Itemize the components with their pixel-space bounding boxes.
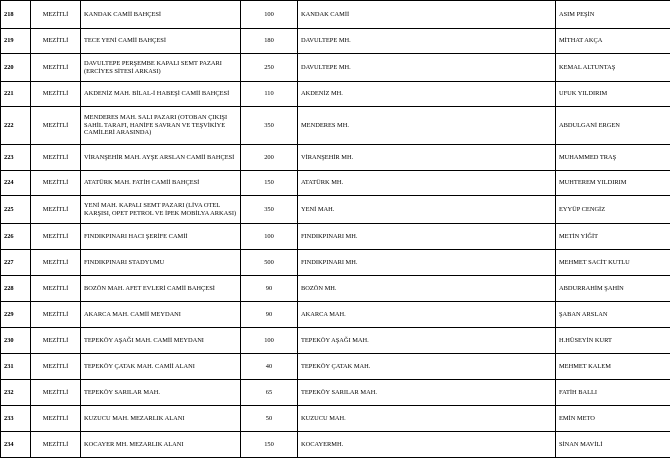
neighborhood-cell: VİRANŞEHİR MH. (298, 145, 556, 171)
location-cell: KOCAYER MH. MEZARLIK ALANI (81, 432, 241, 458)
table-row (1, 328, 670, 354)
location-cell: BOZÖN MAH. AFET EVLERİ CAMİİ BAHÇESİ (81, 276, 241, 302)
table-row (1, 250, 670, 276)
row-number: 218 (1, 1, 31, 29)
district-cell: MEZİTLİ (31, 302, 81, 328)
location-cell: FINDIKPINARI HACI ŞERİFE CAMİİ (81, 224, 241, 250)
row-number: 221 (1, 82, 31, 107)
area-cell: 100 (241, 1, 298, 29)
area-cell: 250 (241, 54, 298, 82)
neighborhood-cell: FINDIKPINARI MH. (298, 250, 556, 276)
location-cell: MENDERES MAH. SALI PAZARI (OTOBAN ÇIKIŞI SAHİL TARAFI, HANİFE SAVRAN VE TEŞVİKİYE CAMİLERİ ARASINDA) (81, 107, 241, 145)
location-cell: YENİ MAH. KAPALI SEMT PAZARI (LİVA OTEL KARŞISI, OPET PETROL VE İPEK MOBİLYA ARKASI) (81, 196, 241, 224)
district-cell: MEZİTLİ (31, 380, 81, 406)
table-body (1, 1, 670, 458)
responsible-cell: EYYÜP CENGİZ (556, 196, 670, 224)
neighborhood-cell: FINDIKPINARI MH. (298, 224, 556, 250)
row-number: 222 (1, 107, 31, 145)
district-cell: MEZİTLİ (31, 171, 81, 196)
row-number: 226 (1, 224, 31, 250)
row-number: 233 (1, 406, 31, 432)
neighborhood-cell: DAVULTEPE MH. (298, 29, 556, 54)
row-number: 220 (1, 54, 31, 82)
table-row (1, 82, 670, 107)
district-cell: MEZİTLİ (31, 82, 81, 107)
area-cell: 90 (241, 302, 298, 328)
district-cell: MEZİTLİ (31, 354, 81, 380)
row-number: 227 (1, 250, 31, 276)
district-cell: MEZİTLİ (31, 432, 81, 458)
neighborhood-cell: KUZUCU MAH. (298, 406, 556, 432)
responsible-cell: EMİN METO (556, 406, 670, 432)
responsible-cell: METİN YİĞİT (556, 224, 670, 250)
location-cell: TEPEKÖY ÇATAK MAH. CAMİİ ALANI (81, 354, 241, 380)
responsible-cell: FATİH BALLI (556, 380, 670, 406)
district-cell: MEZİTLİ (31, 1, 81, 29)
area-cell: 150 (241, 171, 298, 196)
table-row (1, 406, 670, 432)
neighborhood-cell: YENİ MAH. (298, 196, 556, 224)
table-row (1, 380, 670, 406)
responsible-cell: MEHMET SACİT KUTLU (556, 250, 670, 276)
location-cell: AKARCA MAH. CAMİİ MEYDANI (81, 302, 241, 328)
location-cell: TEPEKÖY SARILAR MAH. (81, 380, 241, 406)
row-number: 232 (1, 380, 31, 406)
location-cell: ATATÜRK MAH. FATİH CAMİİ BAHÇESİ (81, 171, 241, 196)
row-number: 229 (1, 302, 31, 328)
area-cell: 40 (241, 354, 298, 380)
location-cell: KANDAK CAMİİ BAHÇESİ (81, 1, 241, 29)
neighborhood-cell: AKDENİZ MH. (298, 82, 556, 107)
district-cell: MEZİTLİ (31, 107, 81, 145)
neighborhood-cell: MENDERES MH. (298, 107, 556, 145)
table-row (1, 29, 670, 54)
row-number: 231 (1, 354, 31, 380)
area-cell: 65 (241, 380, 298, 406)
responsible-cell: MUHTEREM YILDIRIM (556, 171, 670, 196)
responsible-cell: H.HÜSEYİN KURT (556, 328, 670, 354)
neighborhood-cell: TEPEKÖY AŞAĞI MAH. (298, 328, 556, 354)
row-number: 223 (1, 145, 31, 171)
location-cell: FINDIKPINARI STADYUMU (81, 250, 241, 276)
table-row (1, 54, 670, 82)
row-number: 219 (1, 29, 31, 54)
area-cell: 500 (241, 250, 298, 276)
table-row (1, 354, 670, 380)
district-cell: MEZİTLİ (31, 224, 81, 250)
district-cell: MEZİTLİ (31, 328, 81, 354)
area-cell: 110 (241, 82, 298, 107)
table-row (1, 276, 670, 302)
location-cell: VİRANŞEHİR MAH. AYŞE ARSLAN CAMİİ BAHÇESİ (81, 145, 241, 171)
row-number: 225 (1, 196, 31, 224)
location-cell: KUZUCU MAH. MEZARLIK ALANI (81, 406, 241, 432)
table-row (1, 171, 670, 196)
neighborhood-cell: ATATÜRK MH. (298, 171, 556, 196)
area-cell: 100 (241, 328, 298, 354)
table-row (1, 224, 670, 250)
area-cell: 90 (241, 276, 298, 302)
table-row (1, 196, 670, 224)
responsible-cell: SİNAN MAVİLİ (556, 432, 670, 458)
responsible-cell: ABDULGANİ ERGEN (556, 107, 670, 145)
location-cell: DAVULTEPE PERŞEMBE KAPALI SEMT PAZARI (ERCİYES SİTESİ ARKASI) (81, 54, 241, 82)
responsible-cell: MİTHAT AKÇA (556, 29, 670, 54)
area-cell: 150 (241, 432, 298, 458)
neighborhood-cell: KANDAK CAMİİ (298, 1, 556, 29)
responsible-cell: MEHMET KALEM (556, 354, 670, 380)
district-cell: MEZİTLİ (31, 29, 81, 54)
area-cell: 350 (241, 107, 298, 145)
location-cell: TEPEKÖY AŞAĞI MAH. CAMİİ MEYDANI (81, 328, 241, 354)
district-cell: MEZİTLİ (31, 276, 81, 302)
table-row (1, 107, 670, 145)
district-cell: MEZİTLİ (31, 406, 81, 432)
row-number: 228 (1, 276, 31, 302)
area-cell: 200 (241, 145, 298, 171)
district-cell: MEZİTLİ (31, 54, 81, 82)
table-row (1, 432, 670, 458)
neighborhood-cell: BOZÖN MH. (298, 276, 556, 302)
responsible-cell: KEMAL ALTUNTAŞ (556, 54, 670, 82)
area-cell: 50 (241, 406, 298, 432)
area-cell: 100 (241, 224, 298, 250)
neighborhood-cell: DAVULTEPE MH. (298, 54, 556, 82)
district-cell: MEZİTLİ (31, 196, 81, 224)
location-cell: TECE YENİ CAMİİ BAHÇESİ (81, 29, 241, 54)
district-cell: MEZİTLİ (31, 250, 81, 276)
neighborhood-cell: TEPEKÖY ÇATAK MAH. (298, 354, 556, 380)
row-number: 230 (1, 328, 31, 354)
row-number: 224 (1, 171, 31, 196)
responsible-cell: UFUK YILDIRIM (556, 82, 670, 107)
area-cell: 180 (241, 29, 298, 54)
district-cell: MEZİTLİ (31, 145, 81, 171)
responsible-cell: ŞABAN ARSLAN (556, 302, 670, 328)
location-cell: AKDENİZ MAH. BİLAL-İ HABEŞİ CAMİİ BAHÇESİ (81, 82, 241, 107)
neighborhood-cell: AKARCA MAH. (298, 302, 556, 328)
row-number: 234 (1, 432, 31, 458)
responsible-cell: MUHAMMED TRAŞ (556, 145, 670, 171)
table-row (1, 1, 670, 29)
area-cell: 350 (241, 196, 298, 224)
neighborhood-cell: KOCAYERMH. (298, 432, 556, 458)
responsible-cell: ASIM PEŞİN (556, 1, 670, 29)
neighborhood-cell: TEPEKÖY SARILAR MAH. (298, 380, 556, 406)
responsible-cell: ABDURRAHİM ŞAHİN (556, 276, 670, 302)
table-row (1, 145, 670, 171)
table-row (1, 302, 670, 328)
